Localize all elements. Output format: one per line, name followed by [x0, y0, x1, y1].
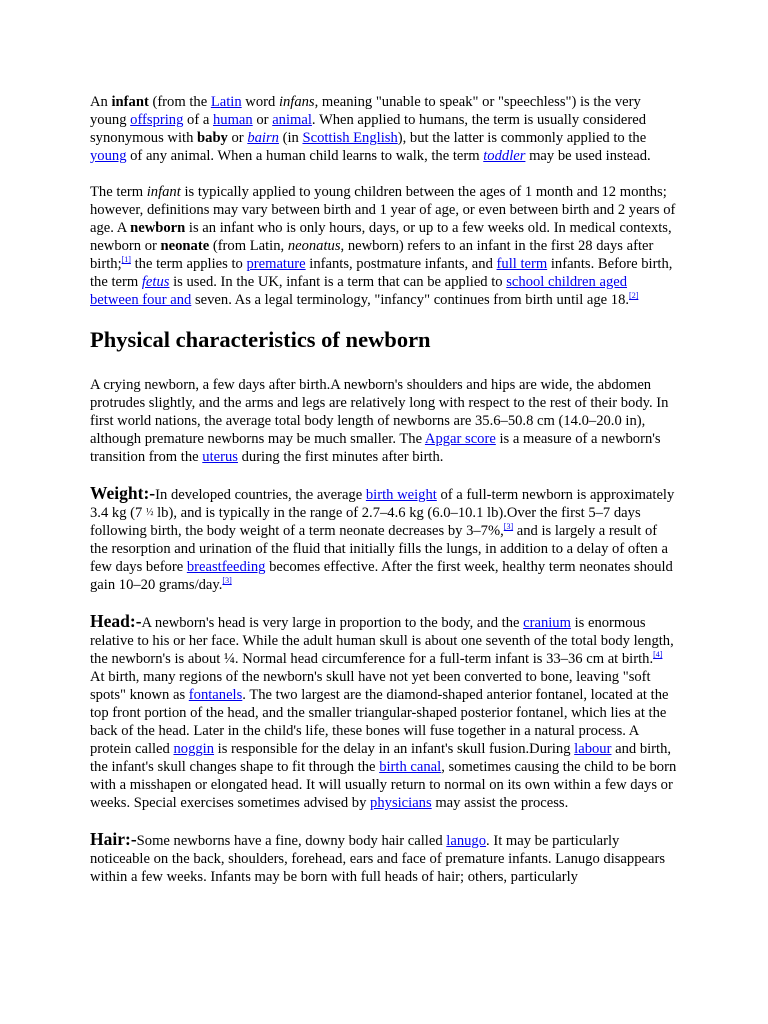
definition-paragraph: [90, 183, 678, 309]
reference-2: [629, 291, 638, 300]
link-physicians[interactable]: physicians: [370, 795, 432, 811]
newborn-body-paragraph: [90, 376, 678, 466]
text: word: [241, 94, 279, 110]
link-breastfeeding[interactable]: breastfeeding: [186, 559, 266, 575]
link-birth-canal[interactable]: birth canal: [379, 759, 442, 775]
text: may assist the process.: [431, 795, 569, 811]
link-toddler-text: toddler: [483, 148, 526, 164]
link-bairn[interactable]: [247, 130, 279, 146]
term-infant-italic: infant: [146, 184, 181, 200]
text: and birth, the infant's skull changes shape to fit through the: [90, 741, 672, 775]
weight-paragraph: [90, 484, 678, 594]
head-paragraph: [90, 612, 678, 812]
weight-lead: Weight:-: [90, 483, 156, 503]
text: is typically applied to young children between the ages of 1 month and 12 months; however, definitions may vary between birth and 1 year of age, or even between birth and 2 years of age. A: [90, 184, 676, 236]
text: of a full-term newborn is approximately 3.4 kg (7: [90, 487, 675, 521]
link-apgar-score[interactable]: Apgar score: [424, 431, 496, 447]
text: during the first minutes after birth.: [237, 449, 444, 465]
hair-paragraph: [90, 830, 678, 886]
link-premature[interactable]: premature: [246, 256, 306, 272]
link-human[interactable]: human: [212, 112, 253, 128]
reference-link-1[interactable]: [1]: [121, 255, 131, 264]
term-neonate: neonate: [160, 238, 210, 254]
text: The term: [90, 184, 147, 200]
text: is enormous relative to his or her face. While the adult human skull is about one seventh of the total body length, the newborn's is about ¼. Normal head circumference for a full-term infant is 33–36 cm at birth.: [90, 615, 674, 667]
link-birth-weight[interactable]: birth weight: [365, 487, 437, 503]
link-young[interactable]: young: [90, 148, 127, 164]
term-baby: baby: [197, 130, 228, 146]
text: is a measure of a newborn's transition from the: [90, 431, 661, 465]
text: . The two largest are the diamond-shaped anterior fontanel, located at the top front portion of the head, and the smaller triangular-shaped posterior fontanel, which lies at the back of the head. Later in the child's life, these bones will fuse together in a natural process. A protein called: [90, 687, 669, 757]
link-cranium[interactable]: cranium: [523, 615, 571, 631]
term-neonatus: neonatus: [287, 238, 341, 254]
text: At birth, many regions of the newborn's skull have not yet been converted to bone, leaving "soft spots" known as: [90, 669, 651, 703]
text: infants. Before birth, the term: [90, 256, 673, 290]
text: ), but the latter is commonly applied to the: [397, 130, 647, 146]
text: the term applies to: [130, 256, 247, 272]
link-latin[interactable]: Latin: [210, 94, 242, 110]
text: Some newborns have a fine, downy body hair called: [136, 833, 447, 849]
link-uterus[interactable]: uterus: [202, 449, 238, 465]
text: infants, postmature infants, and: [305, 256, 497, 272]
reference-4: [653, 650, 662, 659]
text: is used. In the UK, infant is a term that can be applied to: [169, 274, 507, 290]
text: A crying newborn, a few days after birth.A newborn's shoulders and hips are wide, the abdomen protrudes slightly, and the arms and legs are relatively long with respect to the rest of their body. In first world nations, the average total body length of newborns are 35.6–50.8 cm (14.0–20.0 in), although premature newborns may be much smaller. The: [90, 377, 669, 447]
head-lead: Head:-: [90, 611, 142, 631]
text: and is largely a result of the resorption and urination of the fluid that initially fills the lungs, in addition to a delay of often a few days before: [90, 523, 668, 575]
text: , meaning "unable to speak" or "speechless") is the very young: [90, 94, 641, 128]
text: seven. As a legal terminology, "infancy" continues from birth until age 18.: [191, 292, 630, 308]
text: of a: [183, 112, 213, 128]
text: or: [227, 130, 248, 146]
link-toddler[interactable]: [483, 148, 525, 164]
link-fetus[interactable]: [142, 274, 170, 290]
text: of any animal. When a human child learns to walk, the term: [126, 148, 484, 164]
link-bairn-text: bairn: [247, 130, 279, 146]
reference-3: [504, 522, 513, 531]
text: is responsible for the delay in an infant's skull fusion.During: [214, 741, 575, 757]
text: lb), and is typically in the range of 2.7–4.6 kg (6.0–10.1 lb).Over the first 5–7 days following birth, the body weight of a term neonate decreases by 3–7%,: [90, 505, 641, 539]
text: (in: [278, 130, 303, 146]
text: (from Latin,: [209, 238, 288, 254]
fraction-half: ½: [145, 507, 154, 518]
intro-paragraph: [90, 93, 678, 165]
reference-link-3[interactable]: [3]: [503, 522, 514, 531]
link-animal[interactable]: animal: [272, 112, 312, 128]
link-offspring[interactable]: offspring: [130, 112, 184, 128]
term-infant: infant: [111, 94, 149, 110]
text: In developed countries, the average: [155, 487, 366, 503]
text: . It may be particularly noticeable on the back, shoulders, forehead, ears and face of premature infants. Lanugo disappears within a few weeks. Infants may be born with full heads of hair; others, particularly: [90, 833, 665, 885]
text: may be used instead.: [525, 148, 651, 164]
text: or: [252, 112, 273, 128]
text: , newborn) refers to an infant in the first 28 days after birth;: [90, 238, 654, 272]
link-fontanels[interactable]: fontanels: [188, 687, 243, 703]
reference-1: [122, 255, 131, 264]
link-scottish-english[interactable]: Scottish English: [302, 130, 398, 146]
text: , sometimes causing the child to be born with a misshapen or elongated head. It will usually return to normal on its own within a few days or weeks. Special exercises sometimes advised by: [90, 759, 677, 811]
text: (from the: [148, 94, 211, 110]
link-labour[interactable]: labour: [574, 741, 612, 757]
reference-link-3b[interactable]: [3]: [222, 576, 232, 585]
term-newborn: newborn: [130, 220, 186, 236]
reference-link-4[interactable]: [4]: [653, 650, 663, 659]
link-full-term[interactable]: full term: [496, 256, 548, 272]
link-lanugo[interactable]: lanugo: [446, 833, 487, 849]
text: . When applied to humans, the term is usually considered synonymous with: [90, 112, 647, 146]
text: An: [90, 94, 112, 110]
link-noggin[interactable]: noggin: [173, 741, 215, 757]
link-school-children[interactable]: school children aged between four and: [90, 274, 628, 308]
article-body: [90, 93, 678, 904]
section-heading: Physical characteristics of newborn: [90, 327, 431, 352]
hair-lead: Hair:-: [90, 829, 137, 849]
text: becomes effective. After the first week, healthy term neonates should gain 10–20 grams/day.: [90, 559, 673, 593]
text: is an infant who is only hours, days, or up to a few weeks old. In medical contexts, newborn or: [90, 220, 672, 254]
link-fetus-text: fetus: [141, 274, 170, 290]
reference-link-2[interactable]: [2]: [629, 291, 639, 300]
reference-3b: [222, 576, 231, 585]
term-infans: infans: [278, 94, 315, 110]
text: A newborn's head is very large in proportion to the body, and the: [141, 615, 524, 631]
